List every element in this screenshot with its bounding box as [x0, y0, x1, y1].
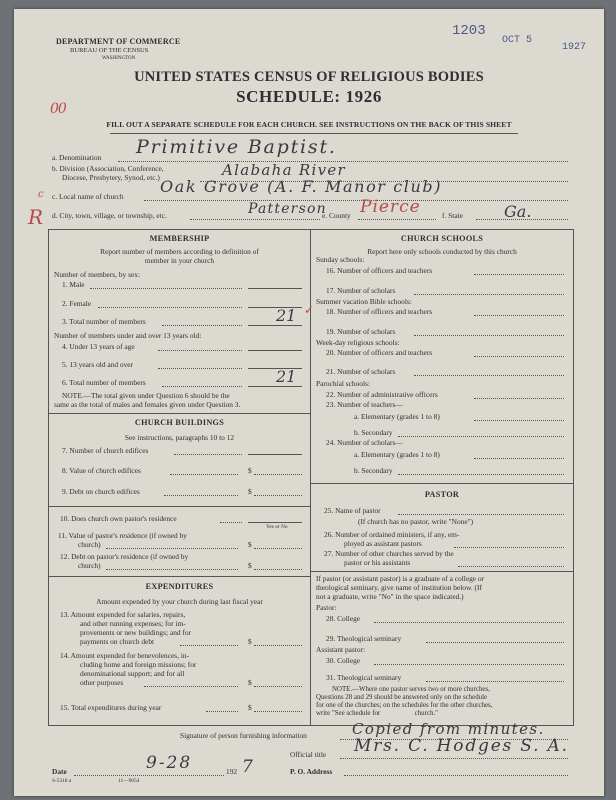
division-label-2: Diocese, Presbytery, Synod, etc.)	[62, 173, 160, 182]
membership-intro-2: member in your church	[144, 256, 215, 265]
q18-label: 18. Number of officers and teachers	[326, 307, 433, 316]
pastor-rule	[310, 483, 574, 484]
q27-label-1: 27. Number of other churches served by the	[324, 549, 454, 558]
table-top-rule	[48, 229, 574, 230]
q13-dollar: $	[248, 637, 252, 646]
summer-label: Summer vacation Bible schools:	[316, 297, 412, 306]
census-schedule-page	[14, 9, 604, 796]
po-address-label: P. O. Address	[290, 767, 333, 776]
q7-label: 7. Number of church edifices	[62, 446, 149, 455]
q5-dots	[158, 368, 242, 369]
form-instruction: FILL OUT A SEPARATE SCHEDULE FOR EACH CHURCH. SEE INSTRUCTIONS ON THE BACK OF THIS SHEET	[106, 120, 512, 129]
state-value[interactable]: Ga.	[504, 202, 532, 221]
q24b-answer[interactable]	[398, 474, 564, 475]
official-title-label: Official title	[290, 750, 327, 759]
q14-answer[interactable]	[254, 686, 302, 687]
pastor-note-2: Questions 28 and 29 should be answered only on the schedule	[316, 694, 488, 701]
schools-intro: Report here only schools conducted by this church	[367, 247, 517, 256]
q13-label-3: provements or new buildings; and for	[80, 628, 192, 637]
q21-label: 21. Number of scholars	[326, 367, 396, 376]
local-name-value[interactable]: Oak Grove (A. F. Manor club)	[160, 177, 443, 196]
q8-dollar: $	[248, 466, 252, 475]
q2-label: 2. Female	[62, 299, 92, 308]
q20-answer[interactable]	[474, 356, 564, 357]
q18-answer[interactable]	[474, 315, 564, 316]
q17-label: 17. Number of scholars	[326, 286, 396, 295]
q27-answer[interactable]	[458, 566, 564, 567]
state-label: f. State	[442, 211, 463, 220]
expenditures-title: EXPENDITURES	[145, 582, 214, 591]
q25-answer[interactable]	[398, 514, 564, 515]
table-left-rule	[48, 229, 49, 725]
form-subtitle: SCHEDULE: 1926	[236, 87, 382, 106]
membership-title: MEMBERSHIP	[149, 234, 210, 243]
q11-label-1: 11. Value of pastor's residence (if owned by	[58, 531, 187, 540]
q4-dots	[158, 350, 242, 351]
form-number: S-5318 a	[52, 778, 72, 784]
q23a-answer[interactable]	[474, 420, 564, 421]
age-head-label: Number of members under and over 13 years old:	[54, 331, 202, 340]
expenditures-intro: Amount expended by your church during last fiscal year	[96, 597, 263, 606]
q26-label-2: ployed as assistant pastors	[344, 539, 422, 548]
expenditures-rule	[48, 576, 310, 577]
check-mark: ✓	[304, 303, 315, 317]
buildings-rule	[48, 413, 310, 414]
q6-dots	[162, 386, 242, 387]
q13-label-1: 13. Amount expended for salaries, repairs,	[60, 610, 186, 619]
q6-answer-line	[248, 386, 302, 387]
q26-answer[interactable]	[454, 547, 564, 548]
q23b-answer[interactable]	[398, 436, 564, 437]
q26-label-1: 26. Number of ordained ministers, if any, em-	[324, 530, 460, 539]
q27-label-2: pastor or his assistants	[344, 558, 411, 567]
q8-label: 8. Value of church edifices	[62, 466, 141, 475]
q23a-label: a. Elementary (grades 1 to 8)	[354, 412, 440, 421]
yes-no-hint: Yes or No	[266, 524, 288, 530]
q19-answer[interactable]	[414, 335, 564, 336]
q15-dots	[206, 711, 238, 712]
q25-label: 25. Name of pastor	[324, 506, 381, 515]
q1-dots	[90, 288, 242, 289]
q24a-answer[interactable]	[474, 458, 564, 459]
q15-dollar: $	[248, 703, 252, 712]
q13-label-2: and other running expenses; for im-	[80, 619, 186, 628]
division-label-1: b. Division (Association, Conference,	[52, 164, 164, 173]
q16-label: 16. Number of officers and teachers	[326, 266, 433, 275]
q7-answer[interactable]	[248, 454, 302, 455]
signature-value[interactable]: Copied from minutes.	[352, 720, 545, 738]
q15-answer[interactable]	[254, 711, 302, 712]
q30-label: 30. College	[326, 656, 361, 665]
q2-dots	[98, 307, 242, 308]
weekday-label: Week-day religious schools:	[316, 338, 400, 347]
local-name-label: c. Local name of church	[52, 192, 124, 201]
q10-answer[interactable]	[248, 522, 302, 523]
date-year-printed: 192	[226, 767, 238, 776]
q24-label: 24. Number of scholars—	[326, 438, 403, 447]
q14-dots	[144, 686, 238, 687]
graduate-note-3: not a graduate, write "No" in the space indicated.)	[316, 592, 464, 601]
q10-dots	[220, 522, 242, 523]
q31-answer[interactable]	[426, 681, 564, 682]
instruction-rule	[110, 133, 518, 134]
q23-label: 23. Number of teachers—	[326, 400, 403, 409]
q17-answer[interactable]	[414, 294, 564, 295]
q22-label: 22. Number of administrative officers	[326, 390, 438, 399]
q3-label: 3. Total number of members	[62, 317, 146, 326]
receipt-stamp-date: OCT 5	[502, 35, 533, 46]
q14-label-4: other purposes	[80, 678, 124, 687]
q12-answer[interactable]	[254, 569, 302, 570]
bureau-name: BUREAU OF THE CENSUS	[70, 47, 149, 54]
city-value[interactable]: Patterson	[248, 201, 327, 217]
sunday-label: Sunday schools:	[316, 255, 365, 264]
city-line	[190, 219, 320, 220]
po-address-line[interactable]	[344, 775, 568, 776]
graduate-note-2: theological seminary, give name of institution below. (If	[316, 583, 482, 592]
county-label: e. County	[322, 211, 351, 220]
q14-dollar: $	[248, 678, 252, 687]
buildings-title: CHURCH BUILDINGS	[134, 418, 225, 427]
date-label: Date	[52, 767, 67, 776]
city-name: WASHINGTON	[102, 56, 136, 61]
q5-label: 5. 13 years old and over	[62, 360, 134, 369]
official-title-line	[340, 758, 568, 759]
pastor-note-1: NOTE.—Where one pastor serves two or more churches,	[332, 686, 490, 693]
q11-answer[interactable]	[254, 548, 302, 549]
q24a-label: a. Elementary (grades 1 to 8)	[354, 450, 440, 459]
q14-label-3: denominational support; and for all	[80, 669, 185, 678]
q20-label: 20. Number of officers and teachers	[326, 348, 433, 357]
q15-label: 15. Total expenditures during year	[60, 703, 162, 712]
q29-label: 29. Theological seminary	[326, 634, 402, 643]
q28-label: 28. College	[326, 614, 361, 623]
q24b-label: b. Secondary	[354, 466, 393, 475]
red-mark-c: c	[38, 189, 44, 200]
dept-name: DEPARTMENT OF COMMERCE	[56, 37, 181, 46]
q31-label: 31. Theological seminary	[326, 673, 402, 682]
division-value[interactable]: Alabaha River	[222, 161, 347, 179]
signature-label: Signature of person furnishing information	[180, 731, 307, 740]
form-number-2: 11—9054	[118, 778, 140, 784]
receipt-stamp-year: 1927	[562, 42, 587, 53]
pastor-note-4: write "See schedule for church."	[316, 710, 438, 717]
graduate-rule	[310, 571, 574, 572]
red-mark: 00	[50, 101, 66, 117]
date-value[interactable]: 9-28	[146, 753, 193, 773]
q1-answer[interactable]	[248, 288, 302, 289]
form-title: UNITED STATES CENSUS OF RELIGIOUS BODIES	[134, 69, 484, 85]
q1-label: 1. Male	[62, 280, 85, 289]
q6-label: 6. Total number of members	[62, 378, 146, 387]
q9-dollar: $	[248, 487, 252, 496]
q6-value[interactable]: 21	[276, 367, 297, 386]
date-year-hand[interactable]: 7	[242, 757, 253, 777]
q12-dots	[106, 569, 238, 570]
asst-pastor-sublabel: Assistant pastor:	[316, 645, 366, 654]
buildings-intro: See instructions, paragraphs 10 to 12	[124, 433, 235, 442]
q22-answer[interactable]	[474, 398, 564, 399]
q13-answer[interactable]	[254, 645, 302, 646]
local-name-line	[144, 200, 568, 201]
official-title-value[interactable]: Mrs. C. Hodges S. A.	[354, 736, 569, 756]
q16-answer[interactable]	[474, 274, 564, 275]
q10-label: 10. Does church own pastor's residence	[60, 514, 177, 523]
graduate-note-1: If pastor (or assistant pastor) is a graduate of a college or	[316, 574, 485, 583]
pastor-note-3: for one of the churches; on the schedules for the other churches,	[316, 702, 493, 709]
denomination-value[interactable]: Primitive Baptist.	[136, 136, 337, 158]
members-by-sex-label: Number of members, by sex:	[54, 270, 140, 279]
q11-dots	[106, 548, 238, 549]
q21-answer[interactable]	[414, 375, 564, 376]
q8-dots	[170, 474, 238, 475]
q4-label: 4. Under 13 years of age	[62, 342, 135, 351]
q11-label-2: church)	[78, 540, 101, 549]
q13-label-4: payments on church debt	[80, 637, 155, 646]
denomination-label: a. Denomination	[52, 153, 102, 162]
red-mark-r: R	[28, 205, 44, 229]
q28-answer[interactable]	[374, 622, 564, 623]
parochial-label: Parochial schools:	[316, 379, 370, 388]
q8-answer[interactable]	[254, 474, 302, 475]
schools-title: CHURCH SCHOOLS	[400, 234, 484, 243]
membership-intro-1: Report number of members according to definition of	[100, 247, 259, 256]
q3-dots	[162, 325, 242, 326]
q11-dollar: $	[248, 540, 252, 549]
q13-dots	[180, 645, 238, 646]
q14-label-2: cluding home and foreign missions; for	[80, 660, 197, 669]
q14-label-1: 14. Amount expended for benevolences, in-	[60, 651, 190, 660]
q9-dots	[164, 495, 238, 496]
q4-answer[interactable]	[248, 350, 302, 351]
q30-answer[interactable]	[374, 664, 564, 665]
county-line	[358, 219, 436, 220]
residence-rule	[48, 506, 310, 507]
table-right-rule	[573, 229, 574, 725]
receipt-stamp-number: 1203	[452, 23, 486, 39]
date-line	[74, 775, 224, 776]
city-label: d. City, town, village, or township, etc.	[52, 211, 167, 220]
q29-answer[interactable]	[426, 642, 564, 643]
q25-note: (If church has no pastor, write "None")	[358, 517, 474, 526]
q3-value[interactable]: 21	[276, 306, 297, 325]
q3-answer-line	[248, 325, 302, 326]
q9-answer[interactable]	[254, 495, 302, 496]
pastor-sublabel: Pastor:	[316, 603, 337, 612]
pastor-title: PASTOR	[424, 490, 460, 499]
q12-dollar: $	[248, 561, 252, 570]
county-value[interactable]: Pierce	[360, 197, 421, 217]
q19-label: 19. Number of scholars	[326, 327, 396, 336]
membership-note-2: same as the total of males and females given under Question 3.	[54, 400, 241, 409]
q12-label-2: church)	[78, 561, 101, 570]
membership-note-1: NOTE.—The total given under Question 6 should be the	[62, 391, 230, 400]
q9-label: 9. Debt on church edifices	[62, 487, 140, 496]
q12-label-1: 12. Debt on pastor's residence (if owned by	[60, 552, 189, 561]
q23b-label: b. Secondary	[354, 428, 393, 437]
q7-dots	[174, 454, 242, 455]
